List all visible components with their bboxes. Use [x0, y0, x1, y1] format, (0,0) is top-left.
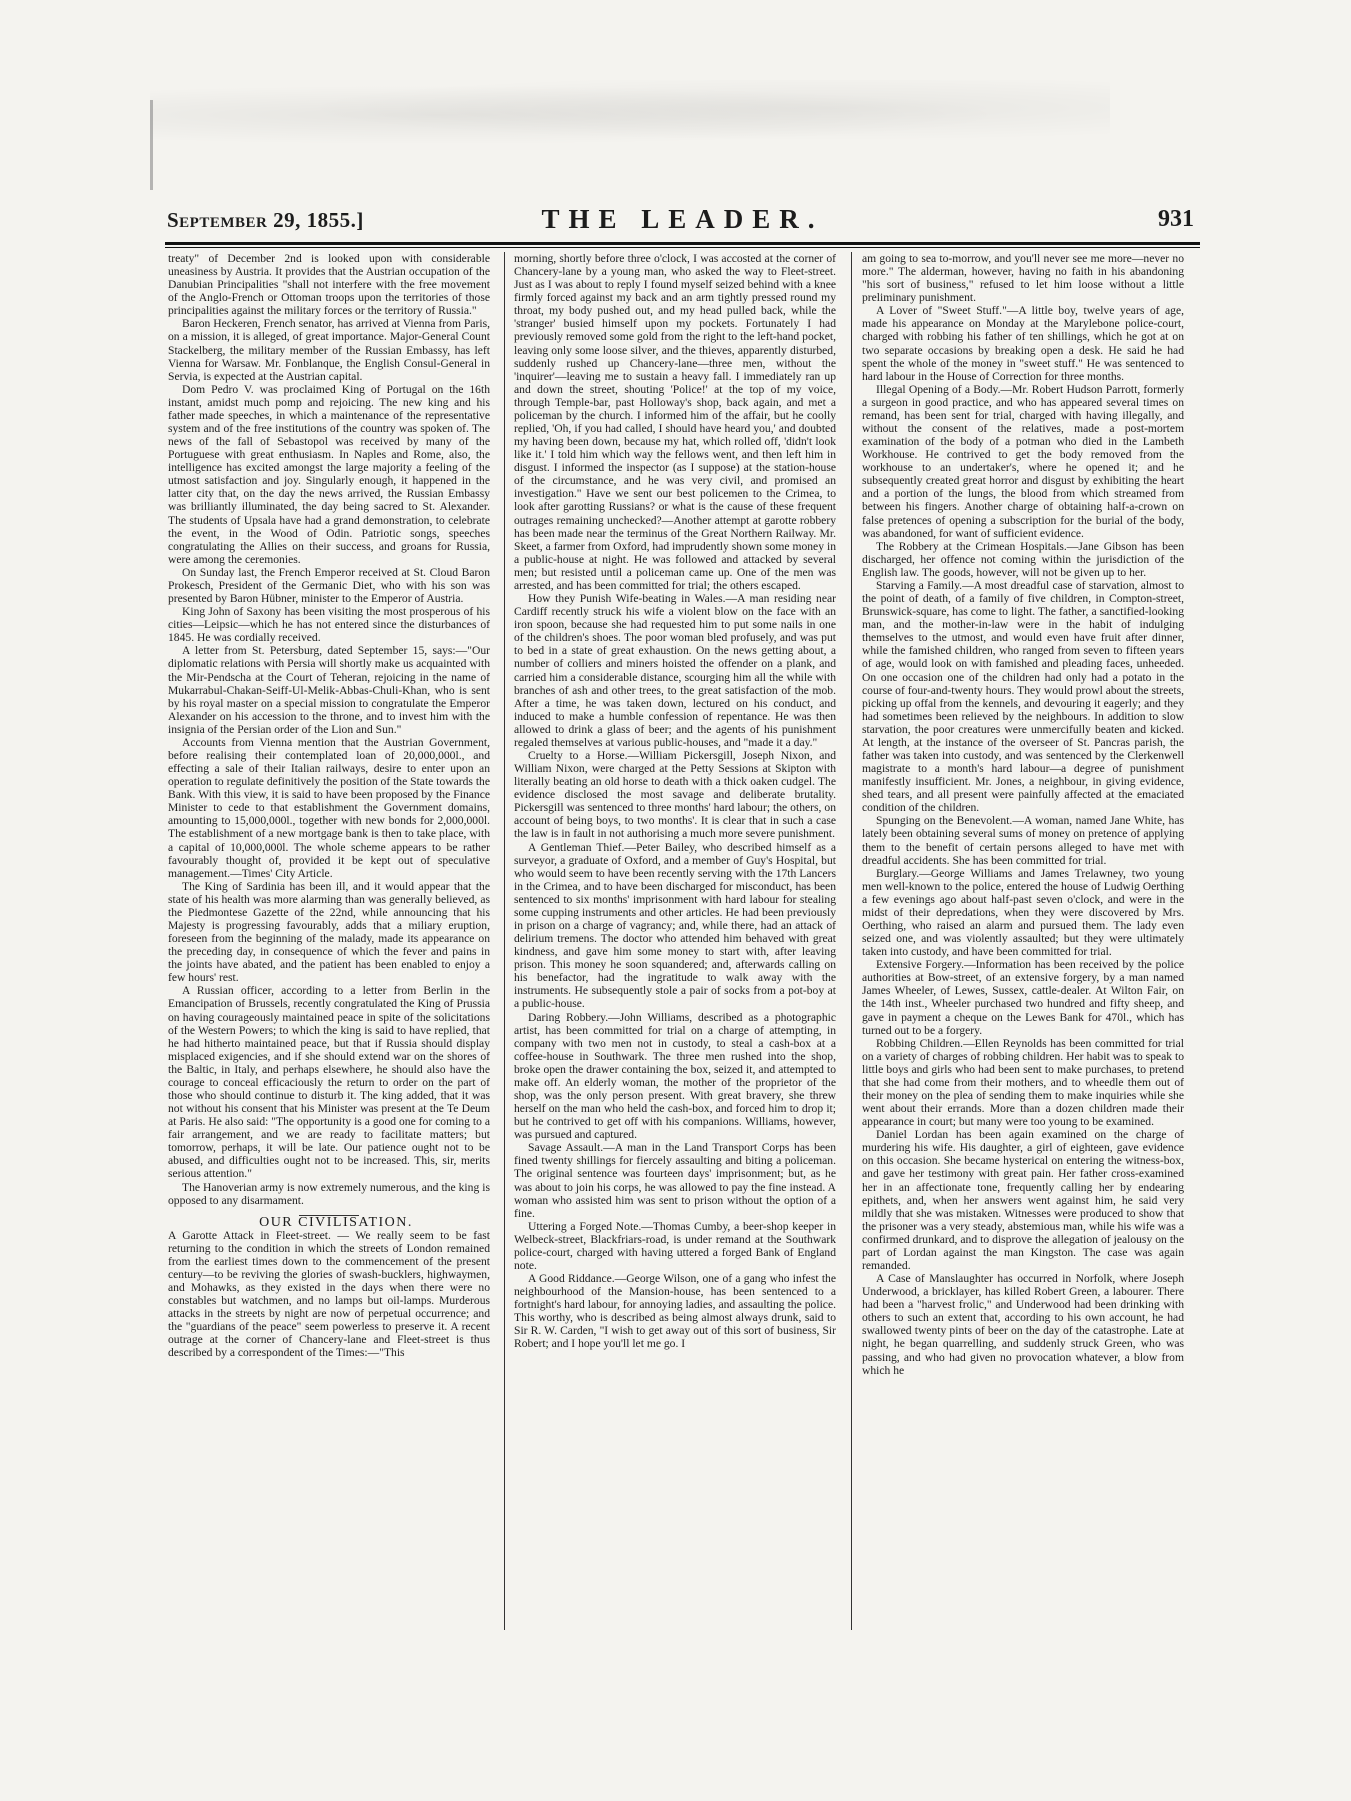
article-paragraph: Baron Heckeren, French senator, has arrived at Vienna from Paris, on a mission, it is alleged, of great importance. Major-General Count Stackelberg, the military member of the Russian Embassy, has left Vienna for Warsaw. Mr. Fonblanque, the English Consul-General in Servia, is expected at the Austrian capital.	[168, 317, 490, 383]
column-2	[514, 252, 836, 1630]
article-paragraph: Daniel Lordan has been again examined on the charge of murdering his wife. His daughter, a girl of eighteen, gave evidence on this occasion. She became hysterical on entering the witness-box, and gave her testimony with great pain. Her father cross-examined her in an affectionate tone, frequently calling her by endearing epithets, and, when her answers went against him, he said very mildly that she was mistaken. Witnesses were produced to show that the prisoner was a very steady, abstemious man, while his wife was a confirmed drunkard, and to disprove the allegation of jealousy on the part of Lordan against the man Kingston. The case was again remanded.	[862, 1128, 1184, 1273]
article-paragraph: Illegal Opening of a Body.—Mr. Robert Hudson Parrott, formerly a surgeon in good practice, and who has appeared several times on remand, has been sent for trial, charged with having illegally, and without the consent of the relatives, made a post-mortem examination of the body of a potman who died in the Lambeth Workhouse. He contrived to get the body removed from the workhouse to an undertaker's, where he opened it; and he subsequently created great horror and disgust by exhibiting the heart and a portion of the lungs, the blood from which streamed from between his fingers. Another charge of obtaining half-a-crown on false pretences of opening a subscription for the burial of the body, was abandoned, for want of sufficient evidence.	[862, 382, 1184, 540]
article-paragraph: morning, shortly before three o'clock, I was accosted at the corner of Chancery-lane by a young man, who asked the way to Fleet-street. Just as I was about to reply I found myself seized behind with a knee firmly forced against my back and an arm tightly pressed round my throat, my body pushed out, and my head pulled back, while the 'stranger' busied himself upon my pockets. Fortunately I had previously removed some gold from the right to the left-hand pocket, leaving only some loose silver, and the thieves, apparently disturbed, suddenly rushed up Chancery-lane—three men, without the 'inquirer'—leaving me to sustain a heavy fall. I immediately ran up and down the street, shouting 'Police!' at the top of my voice, through Temple-bar, past Holloway's shop, back again, and met a policeman by the church. I informed him of the affair, but he coolly replied, 'Oh, if you had called, I should have heard you,' and doubted my having been down, because my hat, which rolled off, 'didn't look like it.' I told him which way the fellows went, and then left him in disgust. I informed the inspector (as I suppose) at the station-house of the circumstance, and he was very civil, and promised an investigation." Have we sent our best policemen to the Crimea, to look after garotting Russians? or what is the cause of these frequent outrages remaining unchecked?—Another attempt at garotte robbery has been made near the terminus of the Great Northern Railway. Mr. Skeet, a farmer from Oxford, had imprudently shown some money in a public-house at night. He was followed and attacked by several men; but resisted until a policeman came up. One of the men was arrested, and has been committed for trial; the others escaped.	[514, 252, 836, 592]
article-paragraph: On Sunday last, the French Emperor received at St. Cloud Baron Prokesch, President of the Germanic Diet, who with his son was presented by Baron Hübner, minister to the Emperor of Austria.	[168, 565, 490, 606]
article-paragraph: The King of Sardinia has been ill, and it would appear that the state of his health was more alarming than was generally believed, as the Piedmontese Gazette of the 22nd, while announcing that his Majesty is progressing favourably, adds that a miliary eruption, foreseen from the beginning of the malady, made its appearance on the preceding day, in consequence of which the fever and pains in the joints have abated, and the patient has been enabled to enjoy a few hours' rest.	[168, 879, 490, 985]
article-paragraph: The Hanoverian army is now extremely numerous, and the king is opposed to any disarmament.	[168, 1180, 490, 1207]
article-paragraph: Cruelty to a Horse.—William Pickersgill, Joseph Nixon, and William Nixon, were charged at the Petty Sessions at Skipton with literally beating an old horse to death with a thick oaken cudgel. The evidence disclosed the most savage and deliberate brutality. Pickersgill was sentenced to three months' hard labour; the others, on account of being boys, to two months'. It is clear that in such a case the law is in fault in not authorising a much more severe punishment.	[514, 748, 836, 841]
article-paragraph: Robbing Children.—Ellen Reynolds has been committed for trial on a variety of charges of robbing children. Her habit was to speak to little boys and girls who had been sent to make purchases, to pretend that she had come from their mothers, and to wheedle them out of their money on the plea of sending them to make inquiries while she went about their errands. More than a dozen children made their appearance in court; but many were too young to be examined.	[862, 1036, 1184, 1129]
article-paragraph: Uttering a Forged Note.—Thomas Cumby, a beer-shop keeper in Welbeck-street, Blackfriars-road, is under remand at the Southwark police-court, charged with having uttered a forged Bank of England note.	[514, 1219, 836, 1273]
scan-edge-mark	[150, 100, 153, 190]
column-1	[168, 252, 490, 1630]
article-paragraph: How they Punish Wife-beating in Wales.—A man residing near Cardiff recently struck his wife a violent blow on the face with an iron spoon, because she had requested him to put some nails in one of the children's shoes. The poor woman bled profusely, and was put to bed in a state of great exhaustion. On the news getting about, a number of colliers and miners hoisted the offender on a plank, and carried him a considerable distance, scourging him all the while with branches of ash and other trees, to the great satisfaction of the mob. After a time, he was taken down, lectured on his conduct, and induced to make a humble confession of repentance. He was then allowed to drink a glass of beer; and the agents of his punishment regaled themselves at various public-houses, and "made it a day."	[514, 592, 836, 749]
article-paragraph: Burglary.—George Williams and James Trelawney, two young men well-known to the police, entered the house of Ludwig Oerthing a few evenings ago about half-past seven o'clock, and were in the midst of their depredations, when they were discovered by Mrs. Oerthing, who raised an alarm and pursued them. The lady even seized one, and was violently assaulted; but they were ultimately taken into custody, and have been committed for trial.	[862, 866, 1184, 959]
article-paragraph: treaty" of December 2nd is looked upon with considerable uneasiness by Austria. It provides that the Austrian occupation of the Danubian Principalities "shall not interfere with the free movement of the Anglo-French or Ottoman troops upon the territories of those principalities against the military forces or the territory of Russia."	[168, 252, 490, 318]
article-paragraph: Savage Assault.—A man in the Land Transport Corps has been fined twenty shillings for fiercely assaulting and biting a policeman. The original sentence was fourteen days' imprisonment; but, as he was about to join his corps, he was allowed to pay the fine instead. A woman who assisted him was sent to prison without the option of a fine.	[514, 1141, 836, 1220]
page-number: 931	[1158, 206, 1194, 232]
article-paragraph: The Robbery at the Crimean Hospitals.—Jane Gibson has been discharged, her offence not coming within the jurisdiction of the English law. The goods, however, will not be given up to her.	[862, 539, 1184, 579]
newspaper-title: THE LEADER.	[541, 204, 824, 234]
article-paragraph: A Good Riddance.—George Wilson, one of a gang who infest the neighbourhood of the Mansion-house, has been sentenced to a fortnight's hard labour, for annoying ladies, and assaulting the police. This worthy, who is described as being almost always drunk, said to Sir R. W. Carden, "I wish to get away out of this sort of business, Sir Robert; and I hope you'll let me go. I	[514, 1272, 836, 1351]
article-paragraph: A Garotte Attack in Fleet-street. — We really seem to be fast returning to the condition in which the streets of London remained from the earliest times down to the commencement of the present century—to be reviving the glories of swash-bucklers, highwaymen, and Mohawks, as they existed in the days when there were no constables but watchmen, and no lamps but oil-lamps. Murderous attacks in the streets by night are now of perpetual occurrence; and the "guardians of the peace" seem powerless to preserve it. A recent outrage at the corner of Chancery-lane and Fleet-street is thus described by a correspondent of the Times:—"This	[168, 1228, 490, 1360]
article-paragraph: A Case of Manslaughter has occurred in Norfolk, where Joseph Underwood, a bricklayer, has killed Robert Green, a labourer. There had been a "harvest frolic," and Underwood had been drinking with others to such an extent that, according to his own account, he had swallowed twenty pints of beer on the day of the catastrophe. Late at night, he began quarrelling, and suddenly struck Green, who was passing, and who had given no provocation whatever, a blow from which he	[862, 1272, 1184, 1377]
article-paragraph: Extensive Forgery.—Information has been received by the police authorities at Bow-street, of an extensive forgery, by a man named James Wheeler, of Lewes, Sussex, cattle-dealer. At Wilton Fair, on the 14th inst., Wheeler purchased two hundred and fifty sheep, and gave in payment a cheque on the Lewes Bank for 470l., which has turned out to be a forgery.	[862, 958, 1184, 1037]
section-heading: OUR CIVILISATION.	[259, 1214, 413, 1230]
article-paragraph: am going to sea to-morrow, and you'll never see me more—never no more." The alderman, however, having no faith in his abandoning "his sort of business," refused to let him loose without a little preliminary punishment.	[862, 252, 1184, 305]
masthead-rule-thick	[165, 242, 1200, 245]
article-paragraph: A letter from St. Petersburg, dated September 15, says:—"Our diplomatic relations with Persia will shortly make us acquainted with the Mir-Pendscha at the Court of Teheran, rejoicing in the name of Mukarrabul-Chakan-Seiff-Ul-Melik-Abbas-Chuli-Khan, who is sent by his royal master on a special mission to congratulate the Emperor Alexander on his accession to the throne, and to invest him with the insignia of the Persian order of the Lion and Sun."	[168, 644, 490, 736]
column-divider-2	[851, 252, 852, 1630]
article-paragraph: A Russian officer, according to a letter from Berlin in the Emancipation of Brussels, recently congratulated the King of Prussia on having courageously maintained peace in spite of the solicitations of the Western Powers; to which the king is said to have replied, that he had hitherto maintained peace, but that if Russia should display misplaced exigencies, and if she should extend war on the shores of the Baltic, in Italy, and perhaps elsewhere, he should also have the courage to conceal efficaciously the return to order on the part of those who should continue to disturb it. The king added, that it was not without his consent that his Minister was present at the Te Deum at Paris. He also said: "The opportunity is a good one for coming to a fair arrangement, and we are ready to facilitate matters; but tomorrow, perhaps, it will be late. Our patience ought not to be abused, and difficulties ought not to be increased. This, sir, merits serious attention."	[168, 984, 490, 1181]
article-paragraph: Spunging on the Benevolent.—A woman, named Jane White, has lately been obtaining several sums of money on pretence of applying them to the benefit of certain persons alleged to have met with dreadful accidents. She has been committed for trial.	[862, 814, 1184, 867]
masthead-rule-thin	[165, 247, 1200, 248]
column-divider-1	[504, 252, 505, 1630]
article-paragraph: A Gentleman Thief.—Peter Bailey, who described himself as a surveyor, a graduate of Oxford, and a member of Guy's Hospital, but who would seem to have been recently serving with the 17th Lancers in the Crimea, and to have been discharged for misconduct, has been sentenced to six months' imprisonment with hard labour for stealing some cupping instruments and other articles. He had been previously in prison on a charge of vagrancy; and, while there, had an attack of delirium tremens. The doctor who attended him behaved with great kindness, and gave him some money to start with, after leaving prison. This money he soon squandered; and, afterwards calling on his benefactor, had the ingratitude to walk away with the instruments. He subsequently stole a pair of socks from a pot-boy at a public-house.	[514, 840, 836, 1011]
article-paragraph: Dom Pedro V. was proclaimed King of Portugal on the 16th instant, amidst much pomp and rejoicing. The new king and his father made speeches, in which a maintenance of the representative system and of the free institutions of the country was spoken of. The news of the fall of Sebastopol was received by many of the Portuguese with great enthusiasm. In Naples and Rome, also, the intelligence has excited amongst the large majority a feeling of the utmost satisfaction and joy. Singularly enough, it happened in the latter city that, on the day the news arrived, the Russian Embassy was brilliantly illuminated, the day being sacred to St. Alexander. The students of Upsala have had a grand demonstration, to celebrate the event, in the Wood of Odin. Patriotic songs, speeches congratulating the Allies on their success, and groans for Russia, were among the ceremonies.	[168, 382, 490, 566]
column-3	[862, 252, 1184, 1630]
article-paragraph: King John of Saxony has been visiting the most prosperous of his cities—Leipsic—which he has not entered since the disturbances of 1845. He was cordially received.	[168, 605, 490, 645]
article-paragraph: Accounts from Vienna mention that the Austrian Government, before realising their contemplated loan of 20,000,000l., and effecting a sale of their Italian railways, desire to enter upon an operation to regulate definitively the position of the State towards the Bank. With this view, it is said to have been proposed by the Finance Minister to cede to that establishment the Government domains, amounting to 15,000,000l., together with new bonds for 2,000,000l. The establishment of a new mortgage bank is then to take place, with a capital of 10,000,000l. The whole scheme appears to be rather favourably thought of, provided it be kept out of speculative management.—Times' City Article.	[168, 735, 490, 880]
masthead	[165, 200, 1200, 240]
article-paragraph: Starving a Family.—A most dreadful case of starvation, almost to the point of death, of a family of five children, in Compton-street, Brunswick-square, has come to light. The father, a sanctified-looking man, and the mother-in-law were in the habit of indulging themselves to the utmost, and would even have fruit after dinner, while the famished children, who ranged from seven to fifteen years of age, would look on with famished and pleading faces, unheeded. On one occasion one of the children had only had a potato in the course of four-and-twenty hours. They would prowl about the streets, picking up offal from the kennels, and devouring it eagerly; and they had sometimes been relieved by the neighbours. In addition to slow starvation, the poor creatures were unmercifully beaten and kicked. At length, at the instance of the overseer of St. Pancras parish, the father was taken into custody, and was sentenced by the Clerkenwell magistrate to a month's hard labour—a degree of punishment manifestly insufficient. Mr. Jones, a neighbour, in giving evidence, shed tears, and all present were painfully affected at the emaciated condition of the children.	[862, 578, 1184, 815]
article-paragraph: A Lover of "Sweet Stuff."—A little boy, twelve years of age, made his appearance on Monday at the Marylebone police-court, charged with robbing his father of ten shillings, which he got at on two separate occasions by breaking open a desk. He said he had spent the whole of the money in "sweet stuff." He was sentenced to hard labour in the House of Correction for three months.	[862, 304, 1184, 383]
scan-smudge	[150, 80, 1110, 150]
issue-date: September 29, 1855.]	[167, 208, 364, 232]
article-paragraph: Daring Robbery.—John Williams, described as a photographic artist, has been committed for trial on a charge of attempting, in company with two men not in custody, to steal a cash-box at a coffee-house in Southwark. The three men rushed into the shop, broke open the drawer containing the box, seized it, and attempted to make off. An elderly woman, the mother of the proprietor of the shop, was the only person present. With great bravery, she threw herself on the man who held the cash-box, and forced him to drop it; but he contrived to get off with his companions. Williams, however, was pursued and captured.	[514, 1010, 836, 1142]
